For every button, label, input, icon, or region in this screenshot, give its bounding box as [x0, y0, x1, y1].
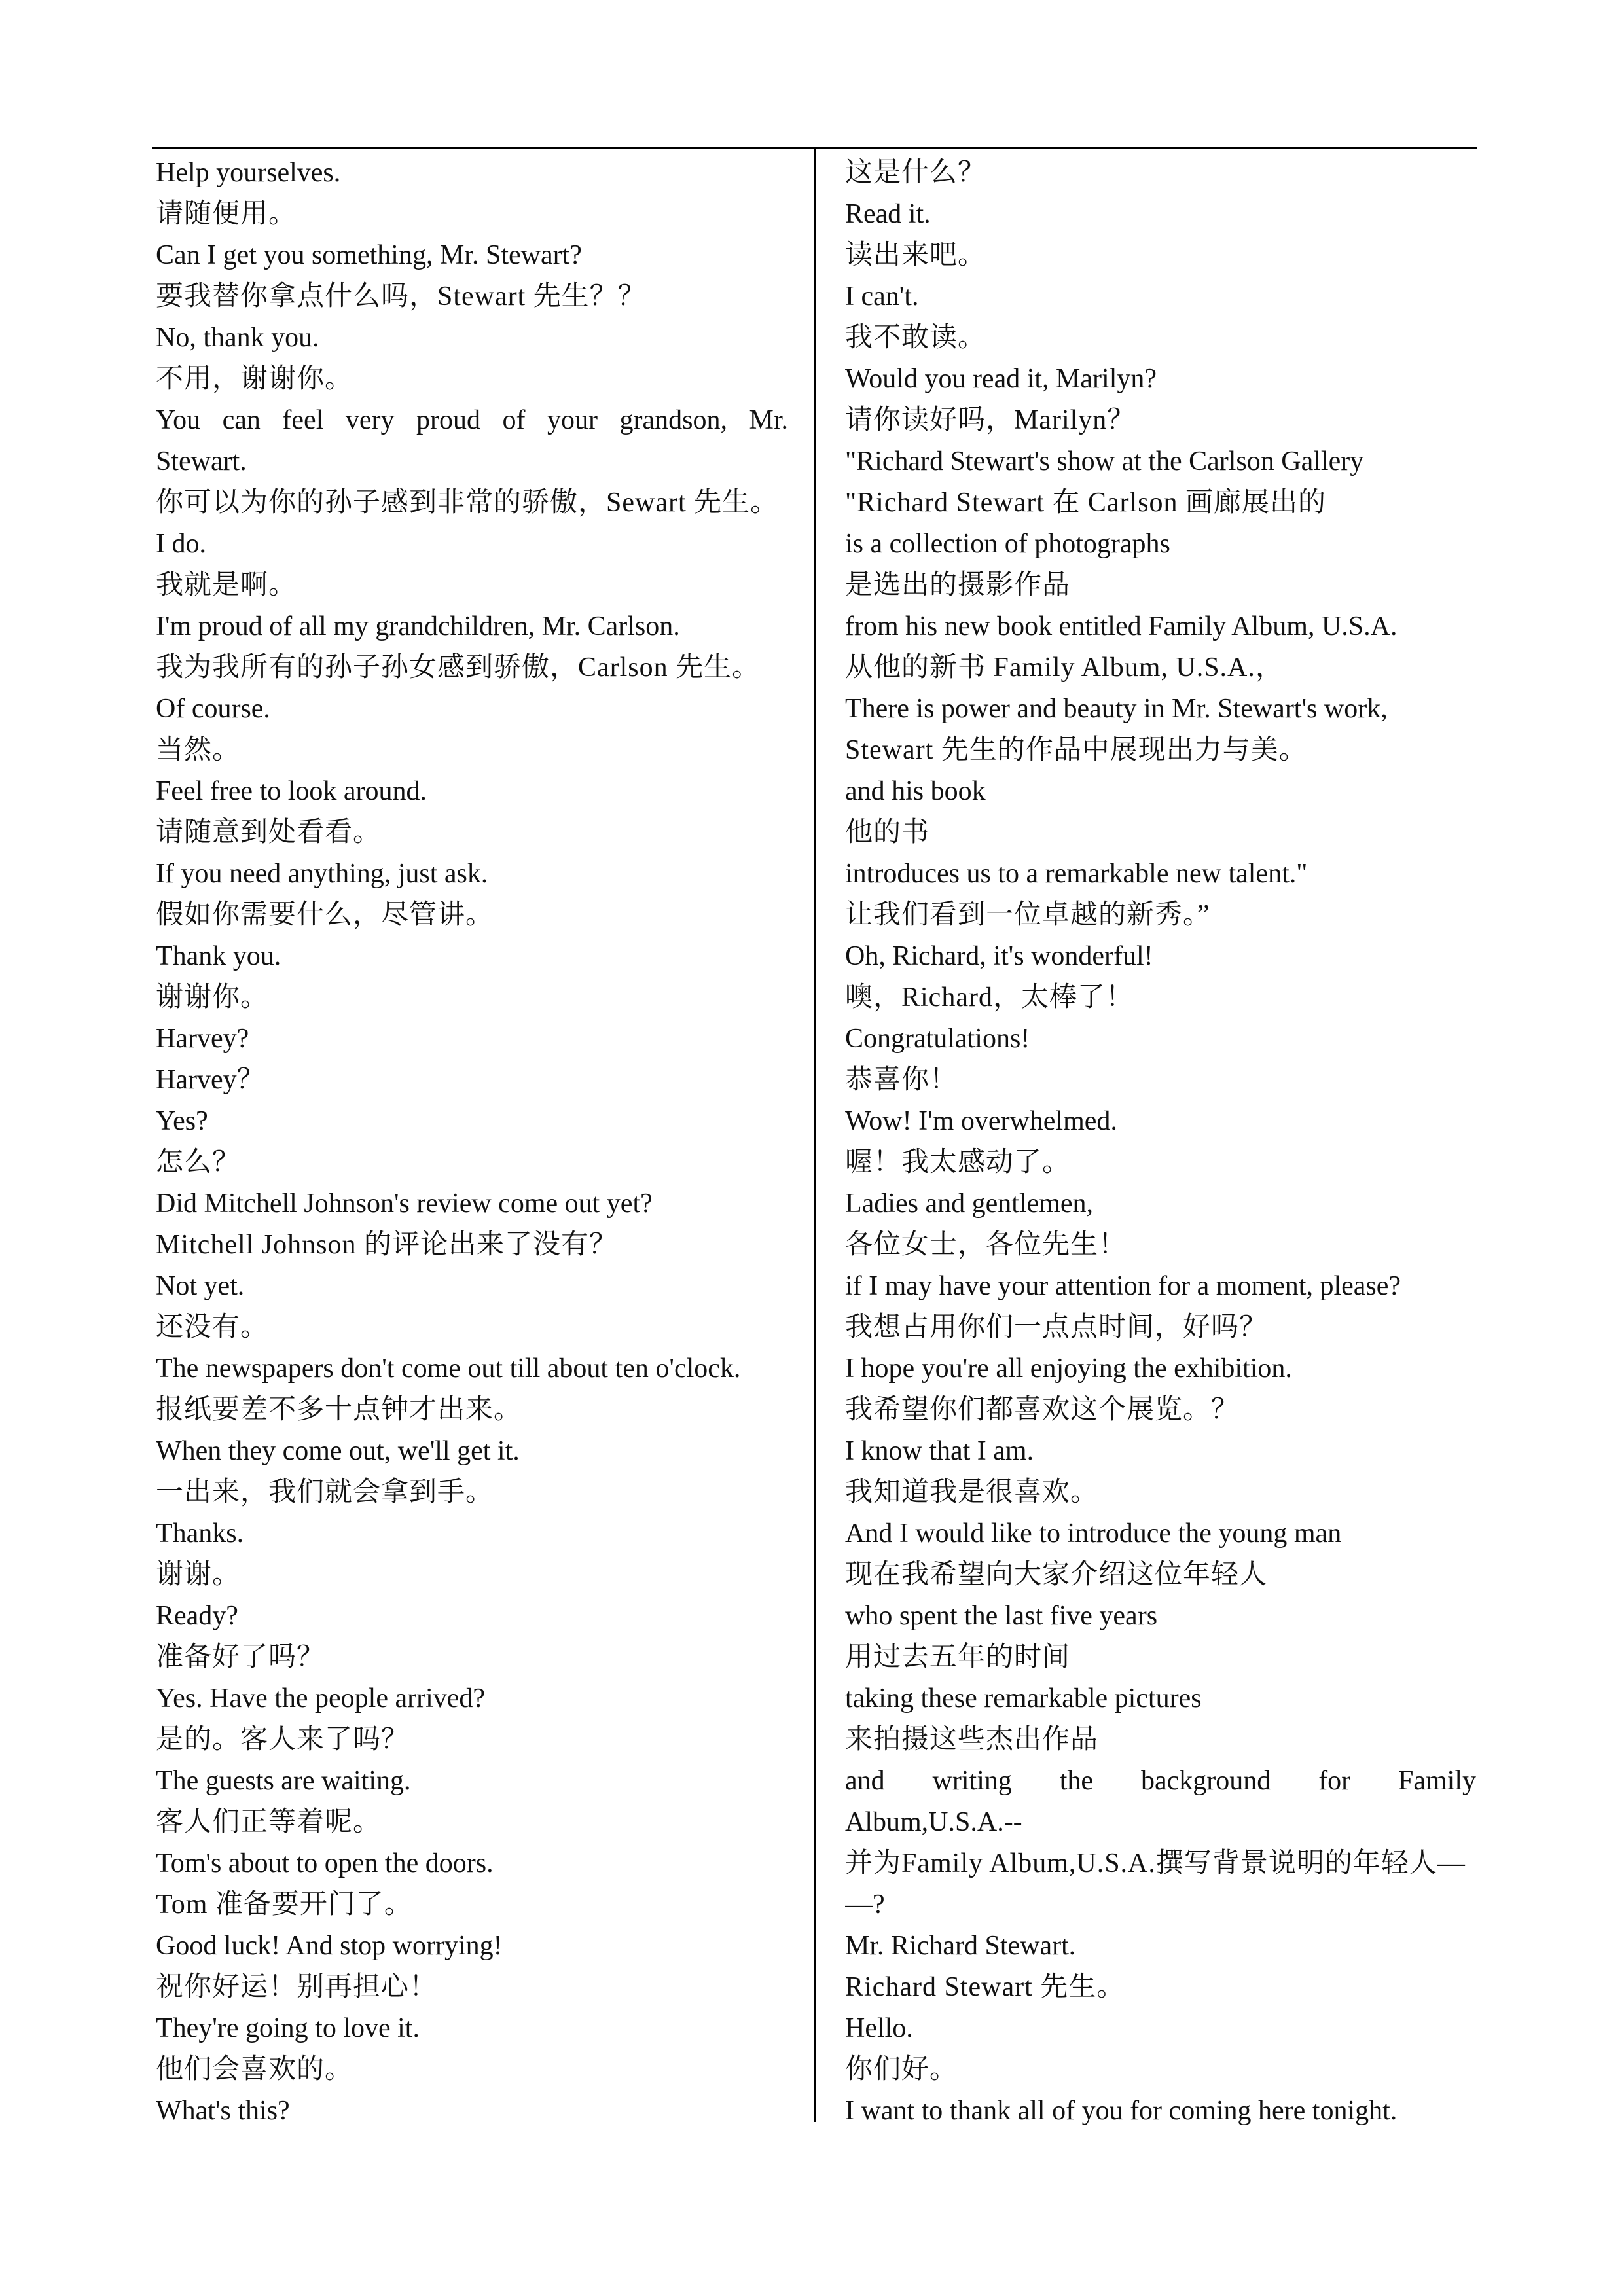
- dialogue-line: Ladies and gentlemen,: [845, 1189, 1094, 1219]
- dialogue-line: Yes. Have the people arrived?: [156, 1683, 486, 1713]
- dialogue-line: You can feel very proud of your grandson, Mr.: [156, 405, 788, 435]
- dialogue-line: if I may have your attention for a moment, please?: [845, 1271, 1401, 1301]
- dialogue-line: 是的。客人来了吗？: [156, 1725, 410, 1755]
- dialogue-line: I can't.: [845, 281, 919, 312]
- dialogue-line: Did Mitchell Johnson's review come out yet?: [156, 1189, 653, 1219]
- dialogue-line: Stewart.: [156, 446, 247, 476]
- dialogue-line: 现在我希望向大家介绍这位年轻人: [845, 1560, 1268, 1590]
- dialogue-line: 这是什么？: [845, 158, 986, 188]
- dialogue-line: who spent the last five years: [845, 1601, 1158, 1631]
- dialogue-line: 谢谢你。: [156, 982, 269, 1013]
- dialogue-line: "Richard Stewart's show at the Carlson Gallery: [845, 446, 1364, 476]
- dialogue-line: 是选出的摄影作品: [845, 570, 1071, 600]
- dialogue-line: "Richard Stewart 在 Carlson 画廊展出的: [845, 488, 1327, 518]
- dialogue-line: Congratulations!: [845, 1024, 1030, 1054]
- dialogue-line: 噢，Richard，太棒了！: [845, 982, 1134, 1013]
- dialogue-line: There is power and beauty in Mr. Stewart's work,: [845, 694, 1388, 724]
- dialogue-line: 还没有。: [156, 1312, 269, 1342]
- dialogue-line: Richard Stewart 先生。: [845, 1972, 1125, 2002]
- dialogue-line: 要我替你拿点什么吗，Stewart 先生？？: [156, 281, 646, 312]
- dialogue-line: 各位女士，各位先生！: [845, 1230, 1127, 1260]
- dialogue-line: Good luck! And stop worrying!: [156, 1931, 503, 1961]
- dialogue-line: 从他的新书 Family Album, U.S.A.，: [845, 653, 1284, 683]
- dialogue-line: Hello.: [845, 2013, 913, 2043]
- dialogue-line: 怎么？: [156, 1147, 241, 1177]
- dialogue-line: 谢谢。: [156, 1560, 241, 1590]
- dialogue-line: 当然。: [156, 735, 241, 765]
- dialogue-line: —?: [845, 1890, 885, 1920]
- dialogue-line: 准备好了吗？: [156, 1642, 325, 1672]
- dialogue-line: 你可以为你的孙子感到非常的骄傲，Sewart 先生。: [156, 488, 779, 518]
- dialogue-line: Album,U.S.A.--: [845, 1807, 1022, 1837]
- dialogue-line: Yes?: [156, 1106, 208, 1136]
- dialogue-line: introduces us to a remarkable new talent.": [845, 859, 1308, 889]
- dialogue-line: Help yourselves.: [156, 158, 341, 188]
- dialogue-line: 恭喜你！: [845, 1065, 958, 1095]
- dialogue-line: 他的书: [845, 817, 930, 848]
- dialogue-line: 并为Family Album,U.S.A.撰写背景说明的年轻人—: [845, 1848, 1466, 1878]
- dialogue-line: 请随意到处看看。: [156, 817, 382, 848]
- dialogue-line: 客人们正等着呢。: [156, 1807, 382, 1837]
- column-divider: [814, 147, 816, 2122]
- dialogue-line: I do.: [156, 529, 206, 559]
- dialogue-line: Mr. Richard Stewart.: [845, 1931, 1076, 1961]
- dialogue-line: Feel free to look around.: [156, 776, 427, 806]
- dialogue-line: 报纸要差不多十点钟才出来。: [156, 1395, 522, 1425]
- dialogue-line: 我就是啊。: [156, 570, 297, 600]
- dialogue-line: What's this?: [156, 2096, 290, 2126]
- dialogue-line: Tom's about to open the doors.: [156, 1848, 494, 1878]
- dialogue-line: The guests are waiting.: [156, 1766, 411, 1796]
- dialogue-line: If you need anything, just ask.: [156, 859, 488, 889]
- dialogue-line: 你们好。: [845, 2054, 958, 2085]
- dialogue-line: Not yet.: [156, 1271, 245, 1301]
- dialogue-line: The newspapers don't come out till about ten o'clock.: [156, 1354, 741, 1384]
- dialogue-line: I'm proud of all my grandchildren, Mr. Carlson.: [156, 611, 680, 641]
- dialogue-line: 我想占用你们一点点时间，好吗？: [845, 1312, 1268, 1342]
- dialogue-line: 我希望你们都喜欢这个展览。？: [845, 1395, 1240, 1425]
- dialogue-line: 读出来吧。: [845, 240, 986, 270]
- dialogue-line: Thanks.: [156, 1518, 244, 1549]
- dialogue-line: 请随便用。: [156, 199, 297, 229]
- dialogue-line: and his book: [845, 776, 986, 806]
- dialogue-line: Mitchell Johnson 的评论出来了没有？: [156, 1230, 617, 1260]
- dialogue-line: Wow! I'm overwhelmed.: [845, 1106, 1117, 1136]
- dialogue-line: 用过去五年的时间: [845, 1642, 1071, 1672]
- dialogue-line: 他们会喜欢的。: [156, 2054, 353, 2085]
- dialogue-line: taking these remarkable pictures: [845, 1683, 1202, 1713]
- dialogue-line: 我不敢读。: [845, 323, 986, 353]
- dialogue-line: from his new book entitled Family Album, U.S.A.: [845, 611, 1398, 641]
- dialogue-line: 祝你好运！别再担心！: [156, 1972, 438, 2002]
- dialogue-line: Oh, Richard, it's wonderful!: [845, 941, 1153, 971]
- dialogue-line: 我为我所有的孙子孙女感到骄傲，Carlson 先生。: [156, 653, 761, 683]
- left-column: [156, 152, 788, 2132]
- dialogue-line: No, thank you.: [156, 323, 319, 353]
- dialogue-line: is a collection of photographs: [845, 529, 1170, 559]
- dialogue-line: 一出来，我们就会拿到手。: [156, 1477, 494, 1507]
- right-column: [845, 152, 1476, 2132]
- dialogue-line: Harvey？: [156, 1065, 264, 1095]
- dialogue-line: Stewart 先生的作品中展现出力与美。: [845, 735, 1307, 765]
- dialogue-line: 不用，谢谢你。: [156, 364, 353, 394]
- dialogue-line: I hope you're all enjoying the exhibition.: [845, 1354, 1292, 1384]
- dialogue-line: Harvey?: [156, 1024, 249, 1054]
- dialogue-line: Thank you.: [156, 941, 281, 971]
- dialogue-line: Of course.: [156, 694, 270, 724]
- dialogue-line: And I would like to introduce the young man: [845, 1518, 1342, 1549]
- dialogue-line: 来拍摄这些杰出作品: [845, 1725, 1099, 1755]
- dialogue-line: 请你读好吗，Marilyn？: [845, 405, 1136, 435]
- dialogue-line: I know that I am.: [845, 1436, 1034, 1466]
- dialogue-line: Ready?: [156, 1601, 238, 1631]
- dialogue-line: 假如你需要什么，尽管讲。: [156, 900, 494, 930]
- dialogue-line: Read it.: [845, 199, 931, 229]
- dialogue-line: and writing the background for Family: [845, 1766, 1476, 1796]
- dialogue-line: They're going to love it.: [156, 2013, 420, 2043]
- dialogue-line: 喔！我太感动了。: [845, 1147, 1071, 1177]
- dialogue-line: When they come out, we'll get it.: [156, 1436, 520, 1466]
- dialogue-line: Would you read it, Marilyn?: [845, 364, 1157, 394]
- dialogue-line: I want to thank all of you for coming here tonight.: [845, 2096, 1398, 2126]
- dialogue-line: Tom 准备要开门了。: [156, 1890, 412, 1920]
- dialogue-line: 我知道我是很喜欢。: [845, 1477, 1099, 1507]
- dialogue-line: Can I get you something, Mr. Stewart?: [156, 240, 582, 270]
- dialogue-line: 让我们看到一位卓越的新秀。”: [845, 900, 1210, 930]
